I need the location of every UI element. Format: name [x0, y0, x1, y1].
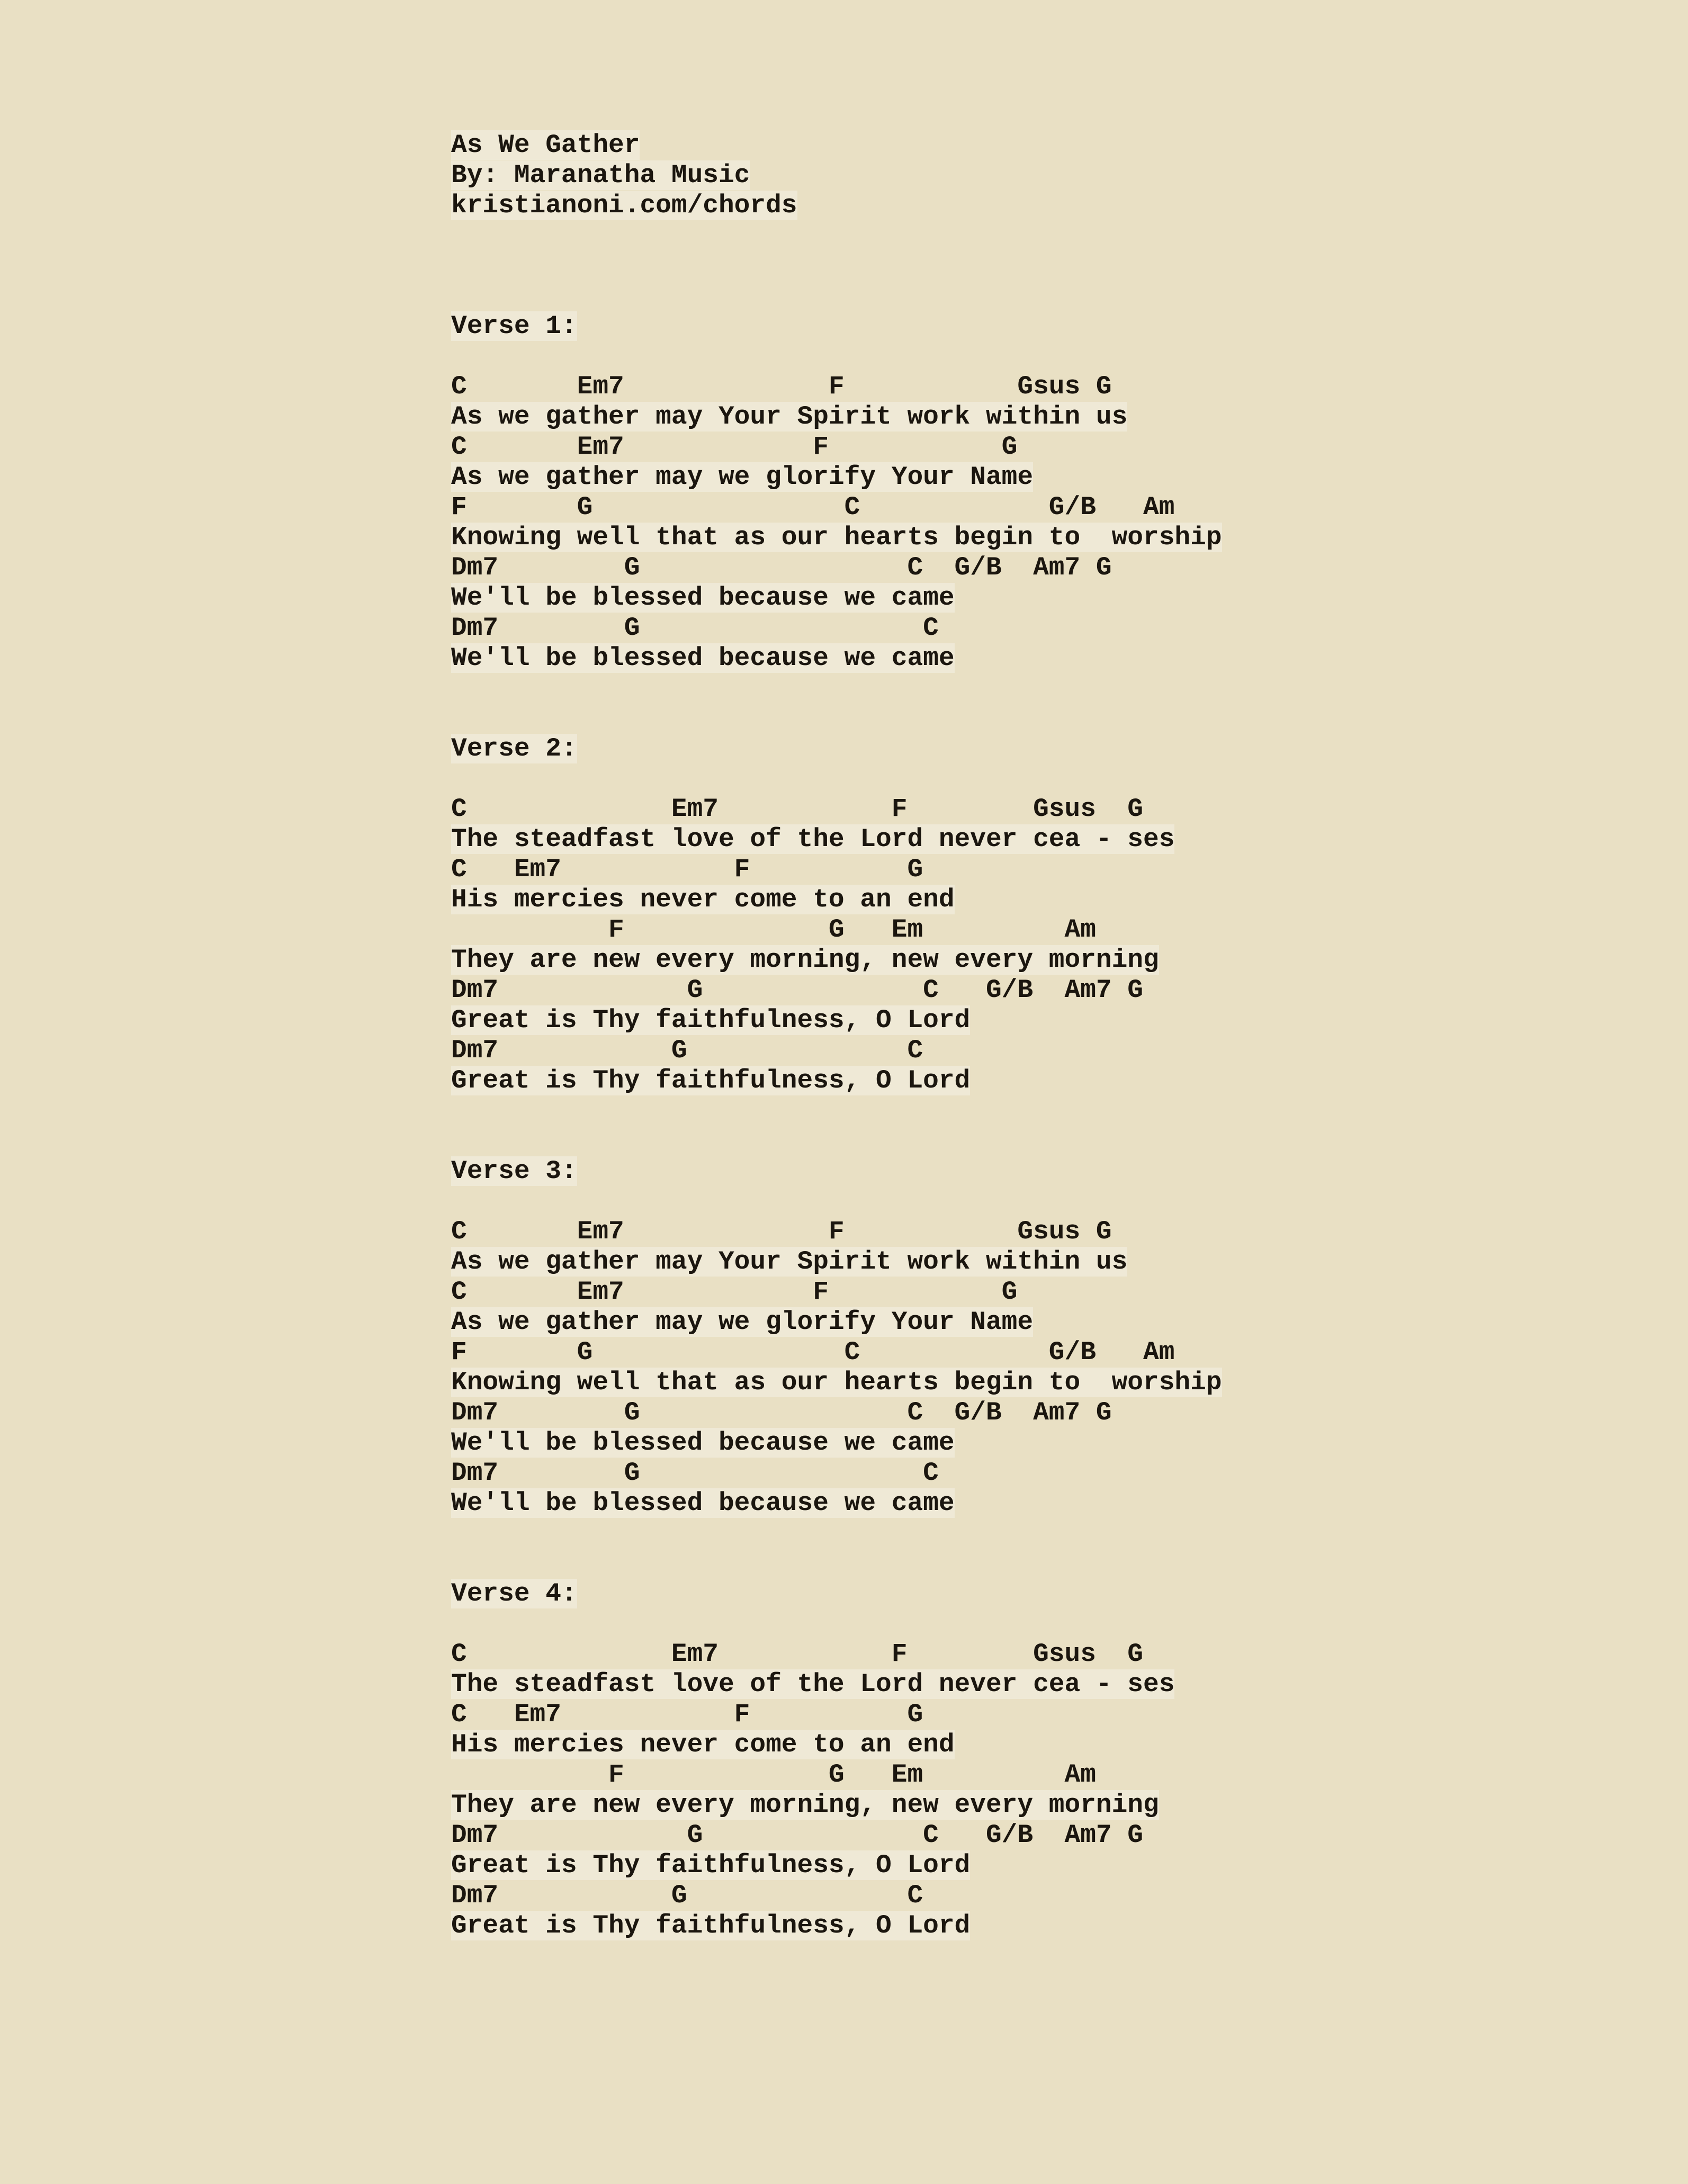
verse-heading: [451, 1579, 1222, 1609]
lyric-line: [451, 1669, 1222, 1700]
song-source-url: [451, 191, 1222, 221]
chord-line: [451, 1700, 1222, 1730]
song-title: [451, 130, 1222, 160]
chord-line: [451, 613, 1222, 643]
blank-line: [451, 764, 1222, 794]
chord-line-text: Dm7 G C G/B Am7 G: [451, 975, 1144, 1005]
chord-line-text: C Em7 F Gsus G: [451, 1217, 1112, 1246]
blank-line: [451, 704, 1222, 734]
chord-line: [451, 1820, 1222, 1850]
chord-line: [451, 1760, 1222, 1790]
chord-line: [451, 1881, 1222, 1911]
chord-line: [451, 432, 1222, 462]
lyric-line: [451, 1488, 1222, 1518]
lyric-line-text: We'll be blessed because we came: [451, 643, 955, 673]
chord-line-text: C Em7 F Gsus G: [451, 794, 1144, 824]
lyric-line: [451, 1428, 1222, 1458]
chord-line: [451, 1458, 1222, 1488]
lyric-line: [451, 402, 1222, 432]
lyric-line: [451, 885, 1222, 915]
blank-line: [451, 1187, 1222, 1217]
lyric-line: [451, 1247, 1222, 1277]
blank-line: [451, 341, 1222, 372]
chord-line: [451, 1337, 1222, 1368]
blank-line: [451, 1518, 1222, 1549]
verse-heading: [451, 734, 1222, 764]
blank-line: [451, 251, 1222, 281]
lyric-line: [451, 1005, 1222, 1036]
lyric-line-text: As we gather may we glorify Your Name: [451, 1307, 1034, 1337]
lyric-line-text: Knowing well that as our hearts begin to worship: [451, 1368, 1222, 1397]
lyric-line-text: Great is Thy faithfulness, O Lord: [451, 1911, 971, 1940]
verse-heading-text: Verse 4:: [451, 1579, 577, 1608]
chord-line: [451, 1217, 1222, 1247]
chord-line: [451, 1398, 1222, 1428]
lyric-line: [451, 1066, 1222, 1096]
lyric-line-text: They are new every morning, new every morning: [451, 945, 1159, 975]
chord-line-text: F G C G/B Am: [451, 1337, 1175, 1367]
chord-line: [451, 975, 1222, 1005]
lyric-line-text: We'll be blessed because we came: [451, 1488, 955, 1518]
lyric-line-text: The steadfast love of the Lord never cea - ses: [451, 1669, 1175, 1699]
lyric-line-text: They are new every morning, new every morning: [451, 1790, 1159, 1820]
lyric-line: [451, 523, 1222, 553]
song-title-text: As We Gather: [451, 130, 640, 160]
lyric-line-text: We'll be blessed because we came: [451, 583, 955, 613]
lyric-line: [451, 945, 1222, 975]
lyric-line: [451, 462, 1222, 492]
chord-line: [451, 915, 1222, 945]
chord-sheet: [451, 130, 1222, 1941]
lyric-line-text: As we gather may Your Spirit work within us: [451, 402, 1128, 432]
lyric-line: [451, 1850, 1222, 1881]
chord-line-text: F G C G/B Am: [451, 492, 1175, 522]
lyric-line: [451, 583, 1222, 613]
chord-line-text: Dm7 G C G/B Am7 G: [451, 1398, 1112, 1427]
chord-line: [451, 1277, 1222, 1307]
lyric-line-text: As we gather may Your Spirit work within us: [451, 1247, 1128, 1277]
chord-line-text: Dm7 G C: [451, 1881, 923, 1910]
chord-line-text: C Em7 F Gsus G: [451, 372, 1112, 401]
chord-line-text: F G Em Am: [451, 915, 1096, 945]
song-byline-text: By: Maranatha Music: [451, 160, 750, 190]
lyric-line-text: Great is Thy faithfulness, O Lord: [451, 1850, 971, 1880]
blank-line: [451, 1609, 1222, 1639]
lyric-line-text: The steadfast love of the Lord never cea - ses: [451, 824, 1175, 854]
blank-line: [451, 1549, 1222, 1579]
chord-line-text: Dm7 G C G/B Am7 G: [451, 1820, 1144, 1850]
lyric-line-text: His mercies never come to an end: [451, 885, 955, 914]
chord-line-text: Dm7 G C G/B Am7 G: [451, 553, 1112, 582]
lyric-line: [451, 1368, 1222, 1398]
chord-line-text: C Em7 F G: [451, 432, 1018, 462]
chord-line-text: F G Em Am: [451, 1760, 1096, 1790]
verse-heading: [451, 311, 1222, 341]
lyric-line: [451, 643, 1222, 673]
chord-line-text: Dm7 G C: [451, 613, 939, 643]
verse-heading-text: Verse 1:: [451, 311, 577, 341]
lyric-line-text: Knowing well that as our hearts begin to worship: [451, 523, 1222, 552]
chord-line-text: C Em7 F G: [451, 1700, 923, 1729]
verse-heading-text: Verse 3:: [451, 1156, 577, 1186]
lyric-line-text: Great is Thy faithfulness, O Lord: [451, 1066, 971, 1095]
lyric-line: [451, 1790, 1222, 1820]
lyric-line: [451, 1307, 1222, 1337]
blank-line: [451, 281, 1222, 311]
lyric-line-text: Great is Thy faithfulness, O Lord: [451, 1005, 971, 1035]
chord-line: [451, 553, 1222, 583]
blank-line: [451, 1126, 1222, 1156]
blank-line: [451, 1096, 1222, 1126]
chord-line: [451, 492, 1222, 523]
lyric-line-text: We'll be blessed because we came: [451, 1428, 955, 1458]
chord-line: [451, 1639, 1222, 1669]
chord-line-text: C Em7 F G: [451, 1277, 1018, 1307]
blank-line: [451, 221, 1222, 251]
chord-line: [451, 1036, 1222, 1066]
verse-heading: [451, 1156, 1222, 1187]
chord-line-text: Dm7 G C: [451, 1458, 939, 1488]
lyric-line: [451, 1730, 1222, 1760]
chord-line-text: Dm7 G C: [451, 1036, 923, 1065]
lyric-line: [451, 1911, 1222, 1941]
verse-heading-text: Verse 2:: [451, 734, 577, 763]
song-byline: [451, 160, 1222, 191]
chord-line: [451, 855, 1222, 885]
chord-line: [451, 372, 1222, 402]
lyric-line-text: As we gather may we glorify Your Name: [451, 462, 1034, 492]
lyric-line: [451, 824, 1222, 855]
lyric-line-text: His mercies never come to an end: [451, 1730, 955, 1759]
chord-line-text: C Em7 F G: [451, 855, 923, 884]
chord-line: [451, 794, 1222, 824]
song-source-url-text: kristianoni.com/chords: [451, 191, 797, 220]
blank-line: [451, 673, 1222, 704]
chord-line-text: C Em7 F Gsus G: [451, 1639, 1144, 1669]
